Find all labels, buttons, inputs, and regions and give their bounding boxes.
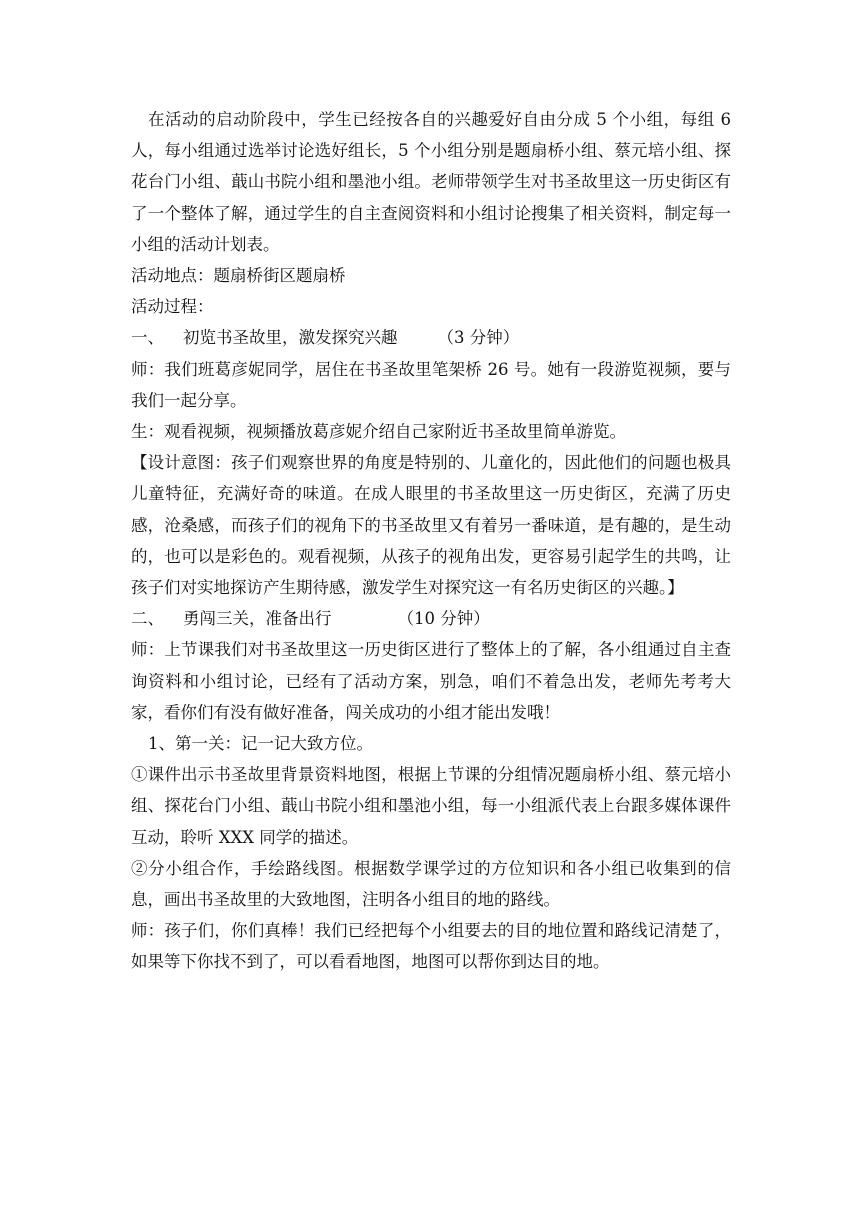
document-page: [131, 104, 737, 978]
section-one-title: 初览书圣故里，激发探究兴趣: [183, 328, 398, 348]
activity-process-heading: 活动过程：: [131, 297, 214, 317]
intro-paragraph: 在活动的启动阶段中，学生已经按各自的兴趣爱好自由分成 5 个小组，每组 6 人，每小组通过选举讨论选好组长，5 个小组分别是题扇桥小组、蔡元培小组、探花台门小组、蕺山书院小组和墨池小组。老师带领学生对书圣故里这一历史街区有了一个整体了解，通过学生的自主查阅资料和小组讨论搜集了相关资料，制定每一小组的活动计划表。: [131, 110, 737, 254]
section-two-heading: [131, 603, 731, 634]
step-two-paragraph: ②分小组合作，手绘路线图。根据数学课学过的方位知识和各小组已收集到的信息，画出书圣故里的大致地图，注明各小组目的地的路线。: [131, 858, 731, 910]
section-one-number: 一、: [131, 328, 164, 348]
level-one-heading: 1、第一关：记一记大致方位。: [148, 734, 373, 754]
activity-location: 活动地点：题扇桥街区题扇桥: [131, 266, 346, 286]
design-intent-paragraph: 【设计意图：孩子们观察世界的角度是特别的、儿童化的，因此他们的问题也极具儿童特征，充满好奇的味道。在成人眼里的书圣故里这一历史街区，充满了历史感，沧桑感，而孩子们的视角下的书圣故里又有着另一番味道，是有趣的，是生动的，也可以是彩色的。观看视频，从孩子的视角出发，更容易引起学生的共鸣，让孩子们对实地探访产生期待感，激发学生对探究这一有名历史街区的兴趣。】: [131, 453, 731, 598]
teacher-challenge-paragraph: 师：上节课我们对书圣故里这一历史街区进行了整体上的了解，各小组通过自主查询资料和小组讨论，已经有了活动方案，别急，咱们不着急出发，老师先考考大家，看你们有没有做好准备，闯关成功的小组才能出发哦！: [131, 640, 731, 722]
student-video-paragraph: 生：观看视频，视频播放葛彦妮介绍自己家附近书圣故里简单游览。: [131, 422, 626, 442]
section-two-number: 二、: [131, 609, 164, 629]
section-one-heading: [131, 322, 731, 353]
section-two-title: 勇闯三关，准备出行: [183, 609, 332, 629]
section-one-time: （3 分钟）: [437, 328, 520, 348]
step-one-paragraph: ①课件出示书圣故里背景资料地图，根据上节课的分组情况题扇桥小组、蔡元培小组、探花台门小组、蕺山书院小组和墨池小组，每一小组派代表上台跟多媒体课件互动，聆听 XXX 同学的描述。: [131, 765, 731, 847]
section-two-time: （10 分钟）: [397, 609, 490, 629]
teacher-praise-paragraph: 师：孩子们，你们真棒！我们已经把每个小组要去的目的地位置和路线记清楚了，如果等下你找不到了，可以看看地图，地图可以帮你到达目的地。: [131, 921, 731, 972]
teacher-video-paragraph: 师：我们班葛彦妮同学，居住在书圣故里笔架桥 26 号。她有一段游览视频，要与我们一起分享。: [131, 359, 731, 410]
